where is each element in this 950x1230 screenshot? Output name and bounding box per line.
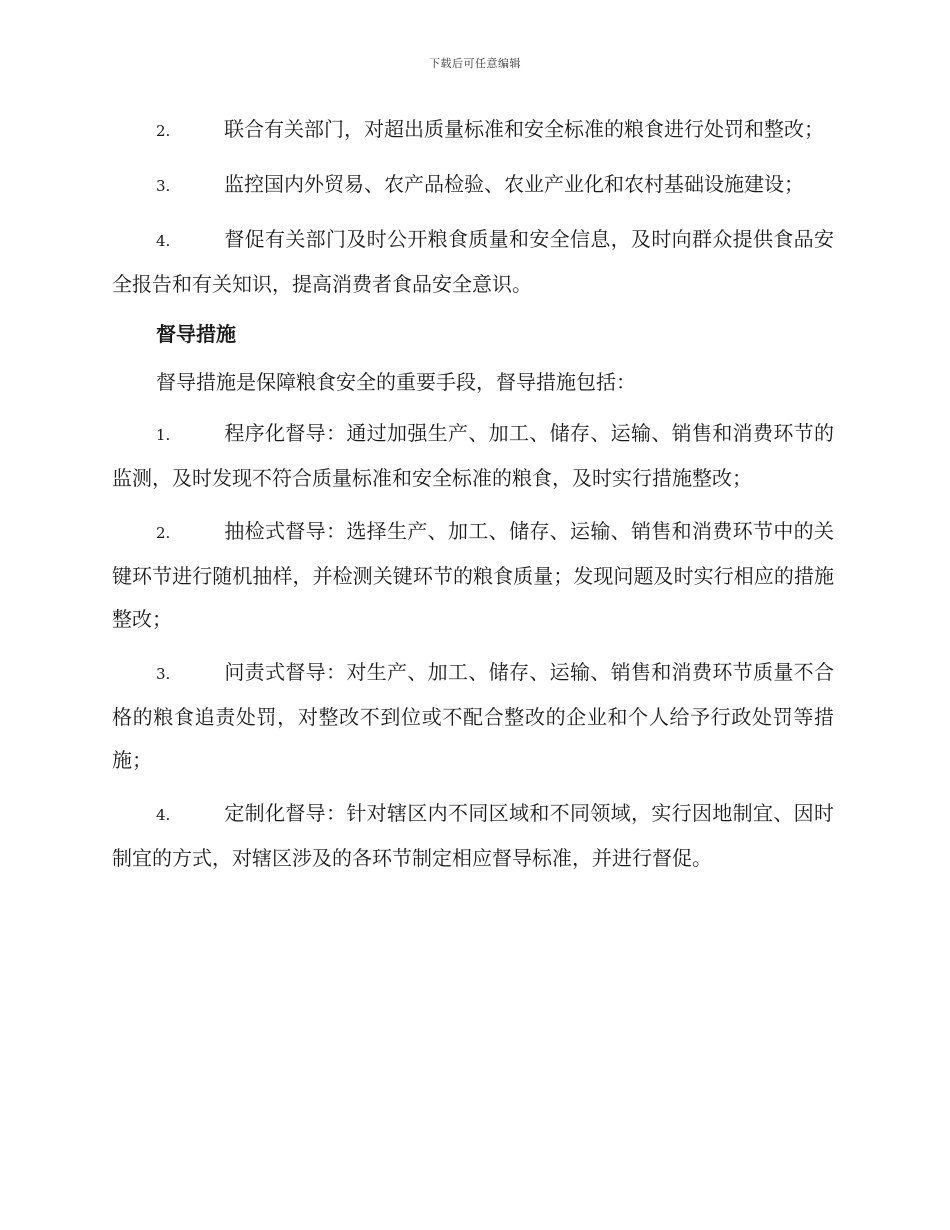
list-item-number: 3.	[156, 665, 171, 683]
list-item	[112, 510, 834, 641]
list-item	[112, 412, 834, 500]
list-item-text: 抽检式督导：选择生产、加工、储存、运输、销售和消费环节中的关键环节进行随机抽样，并检测关键环节的粮食质量；发现问题及时实行相应的措施整改；	[112, 519, 834, 631]
list-item-text: 督促有关部门及时公开粮食质量和安全信息，及时向群众提供食品安全报告和有关知识，提高消费者食品安全意识。	[112, 227, 834, 296]
list-item-number: 3.	[156, 177, 171, 195]
page-header: 下载后可任意编辑	[429, 57, 521, 70]
list-item-text: 问责式督导：对生产、加工、储存、运输、销售和消费环节质量不合格的粮食追责处罚，对整改不到位或不配合整改的企业和个人给予行政处罚等措施；	[112, 660, 834, 772]
list-item	[112, 792, 834, 880]
list-item-text: 程序化督导：通过加强生产、加工、储存、运输、销售和消费环节的监测，及时发现不符合质量标准和安全标准的粮食，及时实行措施整改；	[112, 421, 834, 490]
list-item-text: 监控国内外贸易、农产品检验、农业产业化和农村基础设施建设；	[224, 172, 804, 196]
list-item-number: 4.	[156, 806, 171, 824]
list-item-text: 联合有关部门，对超出质量标准和安全标准的粮食进行处罚和整改；	[224, 117, 824, 141]
list-item	[112, 651, 834, 782]
list-item-number: 2.	[156, 122, 171, 140]
list-item-text: 定制化督导：针对辖区内不同区域和不同领域，实行因地制宜、因时制宜的方式，对辖区涉及的各环节制定相应督导标准，并进行督促。	[112, 801, 834, 870]
section-heading: 督导措施	[156, 322, 236, 346]
document-body	[112, 108, 834, 890]
list-item-number: 1.	[156, 426, 171, 444]
list-item-number: 4.	[156, 232, 171, 250]
list-item	[112, 108, 834, 153]
list-item-number: 2.	[156, 524, 171, 542]
section-intro: 督导措施是保障粮食安全的重要手段，督导措施包括：	[156, 370, 636, 394]
list-item	[112, 218, 834, 306]
list-item	[112, 163, 834, 208]
